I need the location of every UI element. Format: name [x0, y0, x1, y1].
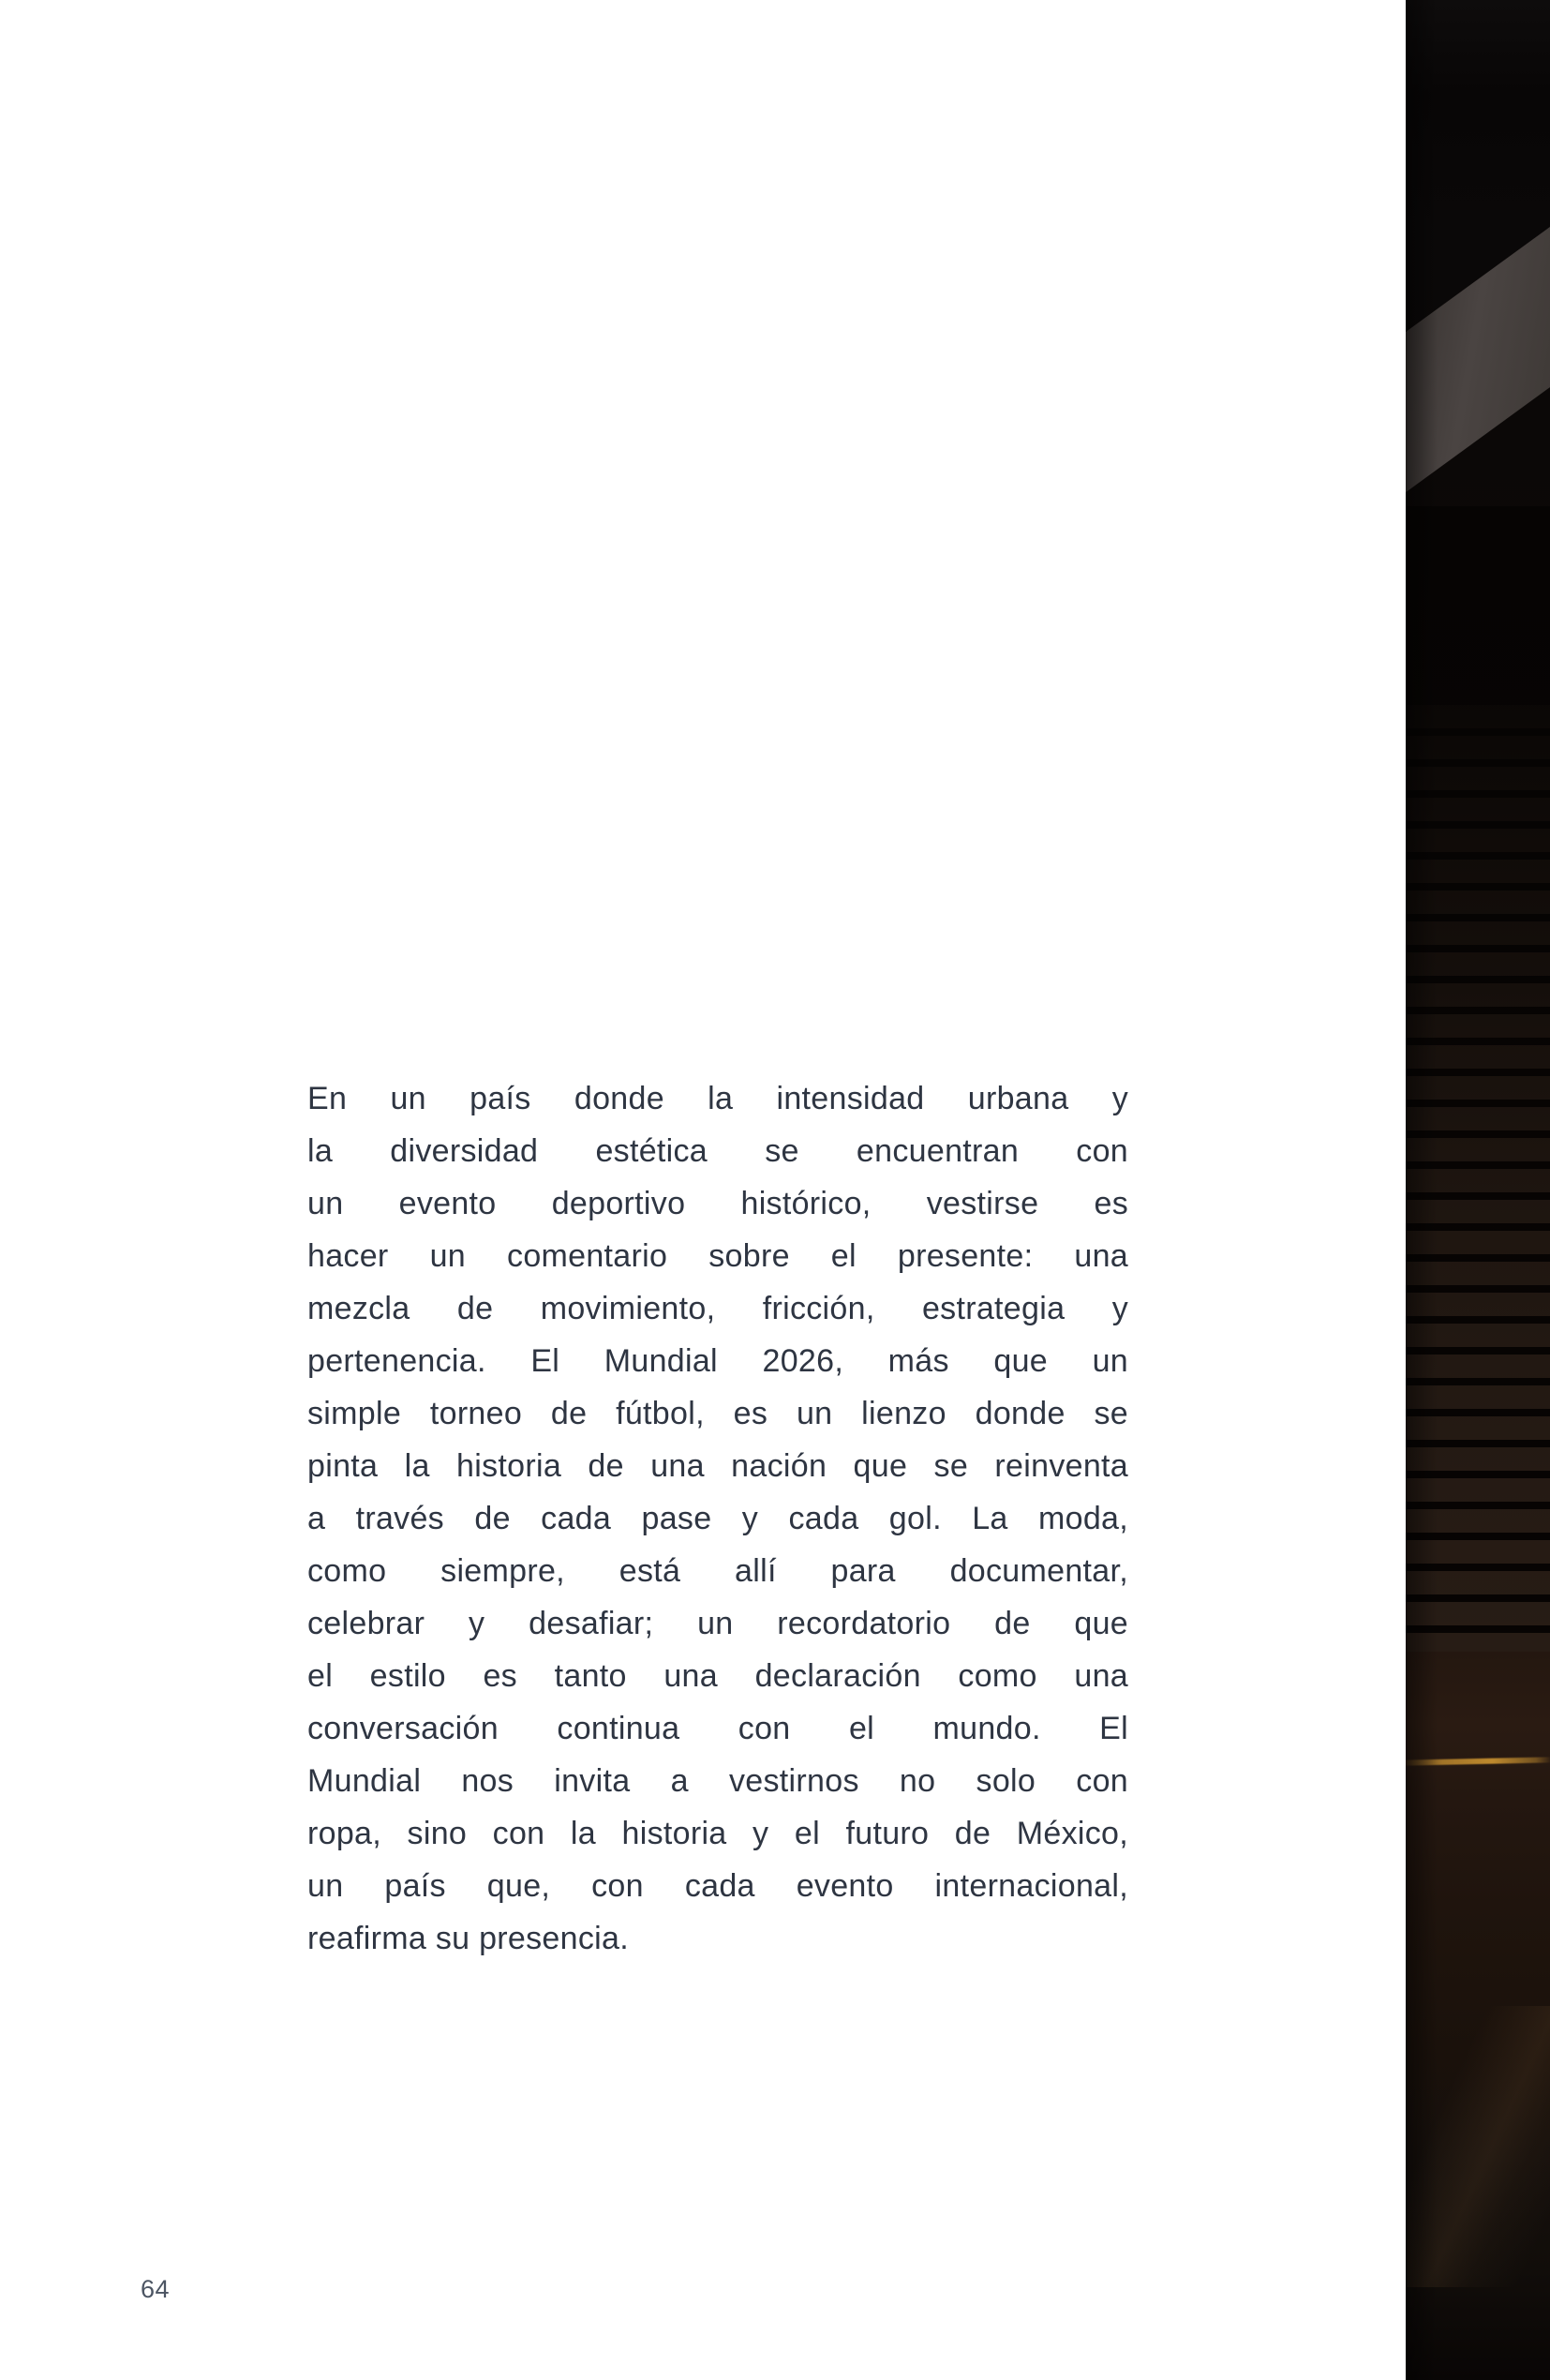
photo-strip [1406, 0, 1550, 2380]
body-text-line: Mundial nos invita a vestirnos no solo con [307, 1763, 1128, 1799]
body-text-line: simple torneo de fútbol, es un lienzo donde se [307, 1396, 1128, 1431]
photo-left-vignette [1406, 0, 1550, 2380]
body-text-line: ropa, sino con la historia y el futuro de México, [307, 1816, 1128, 1851]
body-text-line: un evento deportivo histórico, vestirse es [307, 1186, 1128, 1221]
body-text-line: celebrar y desafiar; un recordatorio de que [307, 1606, 1128, 1641]
body-text-line: pertenencia. El Mundial 2026, más que un [307, 1343, 1128, 1379]
body-text-line: a través de cada pase y cada gol. La moda, [307, 1501, 1128, 1536]
body-text-line: la diversidad estética se encuentran con [307, 1133, 1128, 1169]
body-text-column [307, 1072, 1128, 1965]
body-text-line: como siempre, está allí para documentar, [307, 1553, 1128, 1589]
body-text-line: mezcla de movimiento, fricción, estrategia y [307, 1291, 1128, 1326]
body-text-line: pinta la historia de una nación que se reinventa [307, 1448, 1128, 1484]
body-paragraph [307, 1072, 1128, 1965]
body-text-line: conversación continua con el mundo. El [307, 1711, 1128, 1746]
page-number: 64 [141, 2275, 171, 2303]
body-text-line: En un país donde la intensidad urbana y [307, 1081, 1128, 1116]
body-text-line: reafirma su presencia. [307, 1921, 629, 1956]
body-text-line: hacer un comentario sobre el presente: una [307, 1238, 1128, 1274]
body-text-line: el estilo es tanto una declaración como una [307, 1658, 1128, 1694]
body-text-line: un país que, con cada evento internacional, [307, 1868, 1128, 1904]
